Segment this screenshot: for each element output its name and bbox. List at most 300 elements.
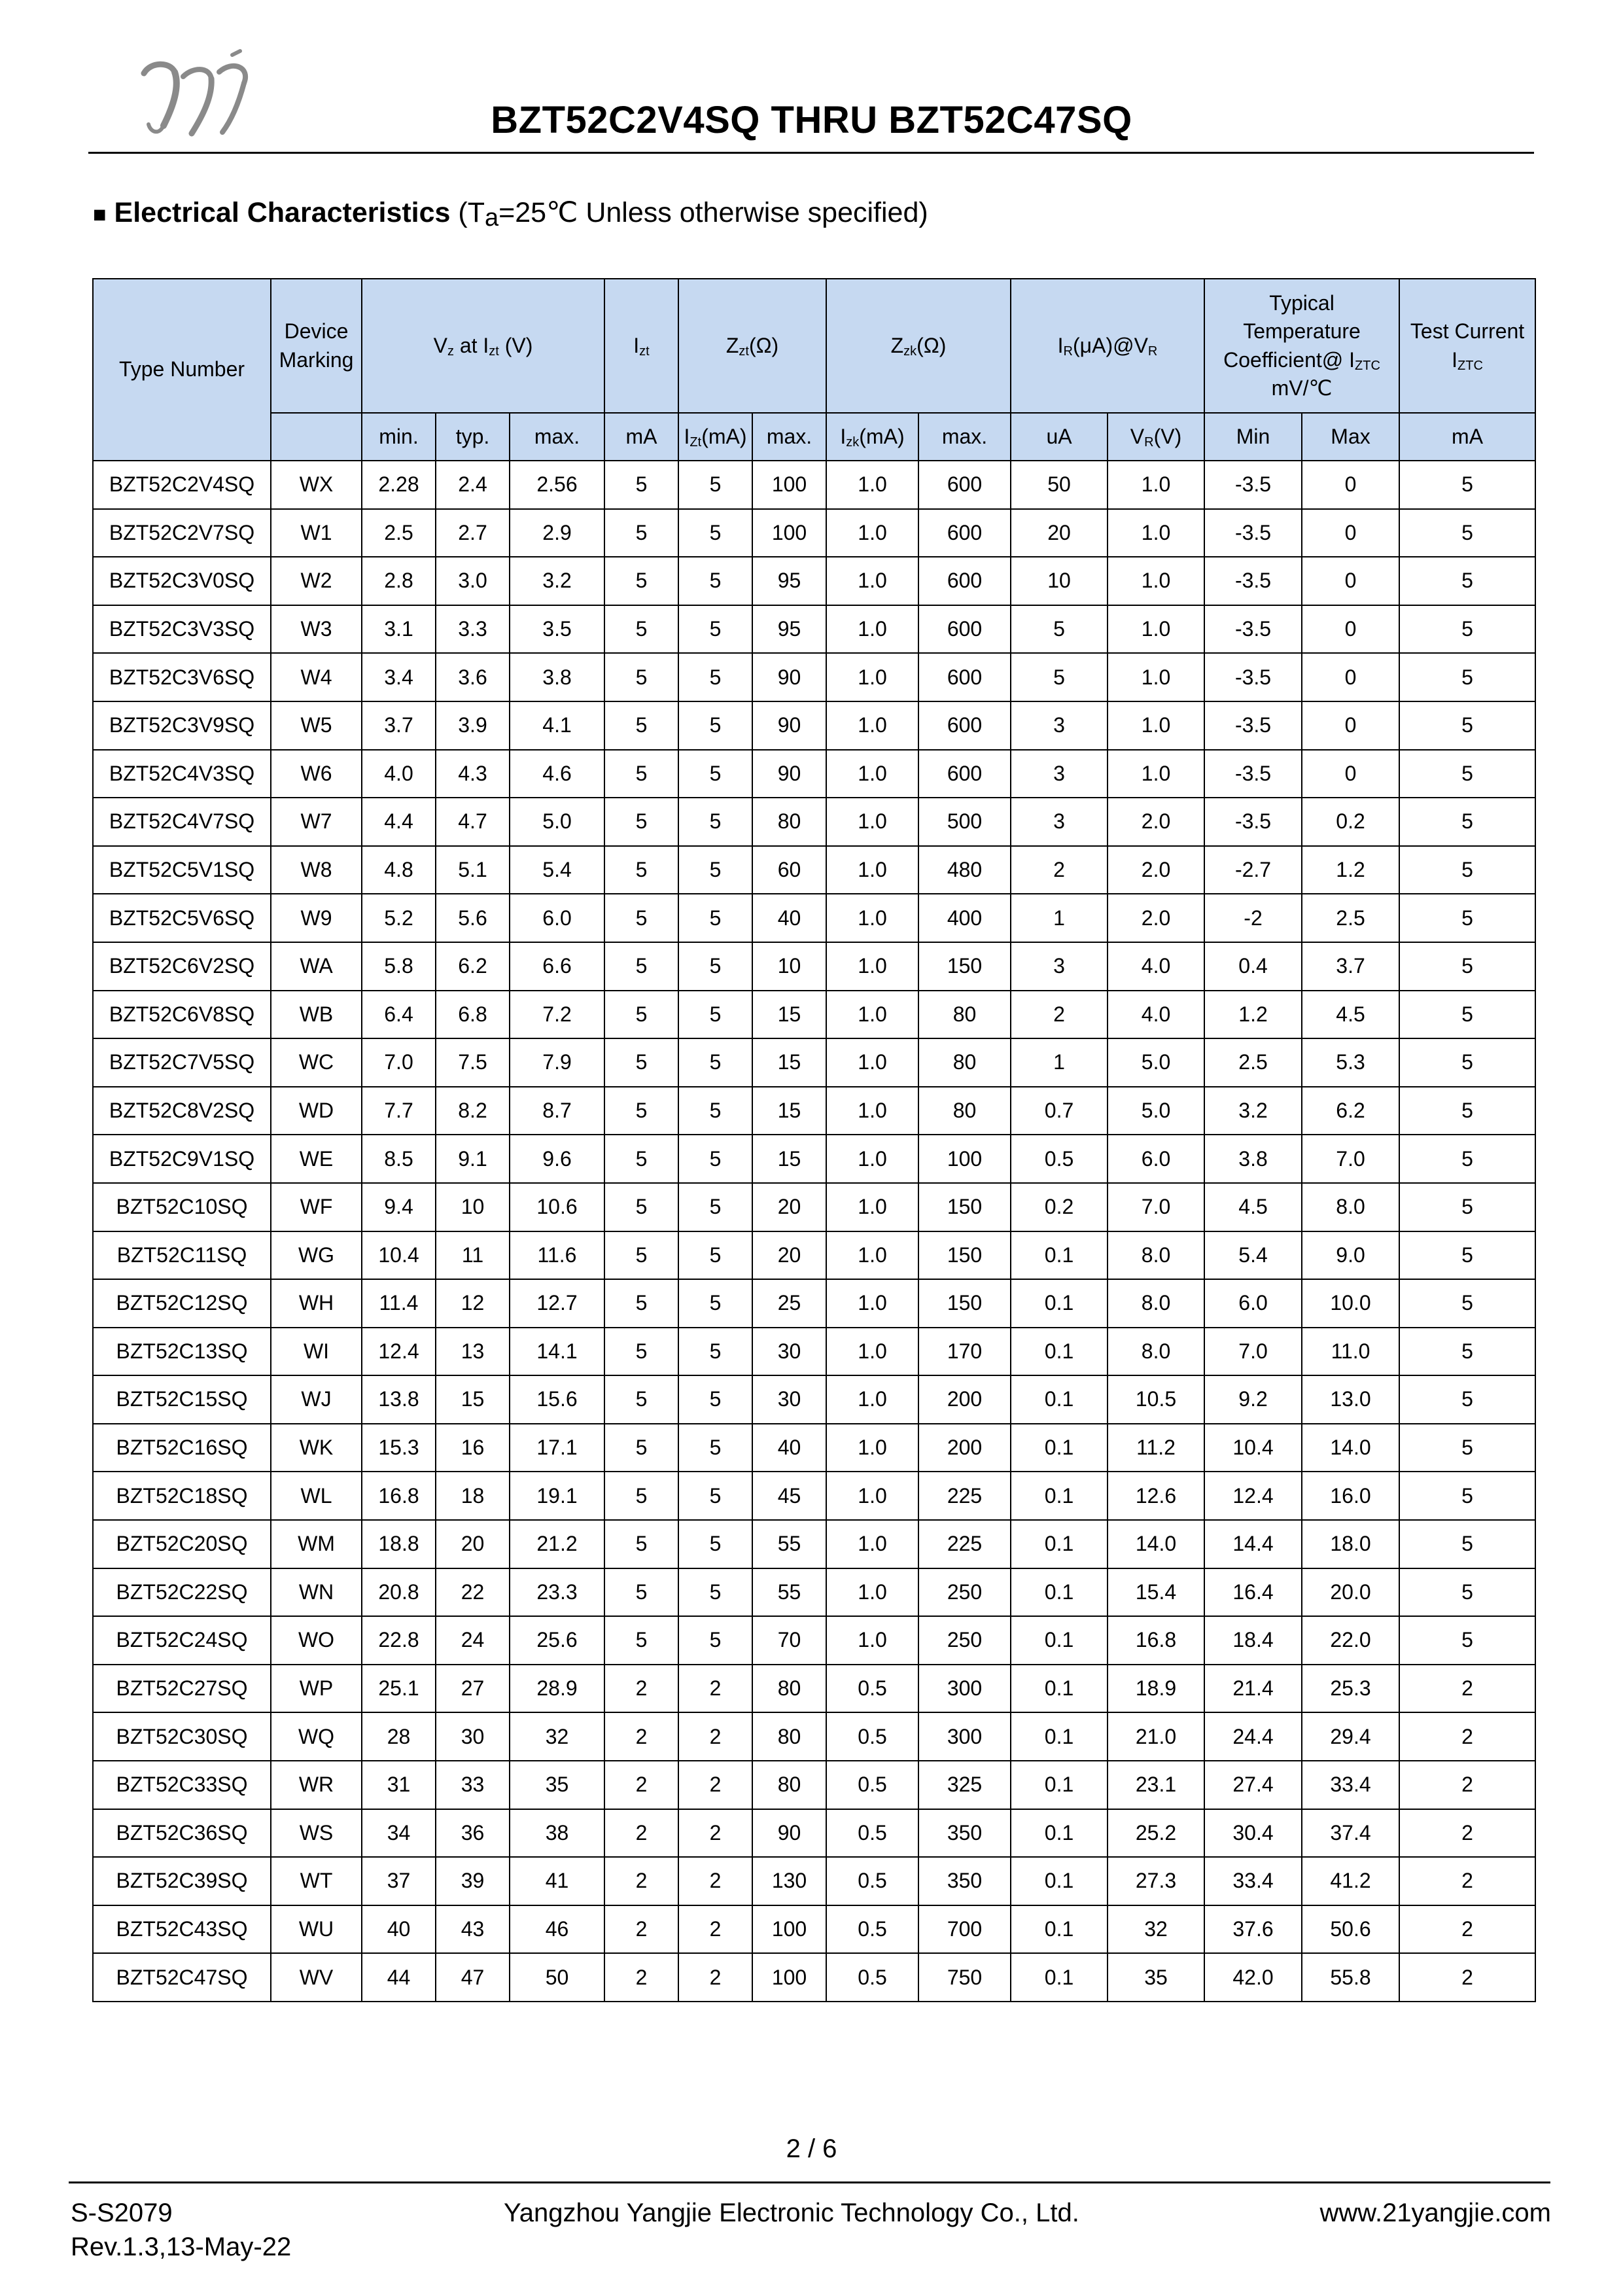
cell-tc-max: 0: [1302, 653, 1399, 701]
cell-type-number: BZT52C27SQ: [93, 1665, 271, 1713]
cell-vr: 1.0: [1108, 750, 1204, 798]
table-row: [93, 1279, 1535, 1328]
cell-zzk-max: 600: [918, 605, 1011, 654]
cell-tc-max: 22.0: [1302, 1616, 1399, 1665]
table-row: [93, 701, 1535, 750]
cell-device-marking: WK: [271, 1424, 362, 1472]
cell-ir: 3: [1011, 942, 1108, 991]
cell-itc: 5: [1399, 846, 1535, 894]
document-title: BZT52C2V4SQ THRU BZT52C47SQ: [491, 99, 1132, 141]
cell-vz-min: 20.8: [362, 1568, 436, 1617]
cell-vz-typ: 7.5: [436, 1038, 510, 1087]
cell-izt: 2: [604, 1857, 678, 1905]
cell-zzk-max: 200: [918, 1375, 1011, 1424]
cell-tc-min: 0.4: [1204, 942, 1302, 991]
cell-device-marking: WS: [271, 1809, 362, 1858]
cell-zzk-izk: 1.0: [826, 1568, 918, 1617]
cell-vr: 1.0: [1108, 509, 1204, 557]
cell-zzt-max: 15: [752, 1038, 826, 1087]
cell-vr: 1.0: [1108, 701, 1204, 750]
cell-type-number: BZT52C6V2SQ: [93, 942, 271, 991]
cell-type-number: BZT52C12SQ: [93, 1279, 271, 1328]
cell-vz-min: 6.4: [362, 991, 436, 1039]
cell-zzk-izk: 1.0: [826, 1616, 918, 1665]
cell-itc: 5: [1399, 1038, 1535, 1087]
cell-tc-min: -3.5: [1204, 750, 1302, 798]
cell-izt: 5: [604, 991, 678, 1039]
cell-zzk-izk: 1.0: [826, 701, 918, 750]
cell-type-number: BZT52C3V0SQ: [93, 557, 271, 605]
cell-vz-min: 25.1: [362, 1665, 436, 1713]
cell-izt: 5: [604, 509, 678, 557]
table-row: [93, 1809, 1535, 1858]
cell-itc: 5: [1399, 942, 1535, 991]
cell-vz-min: 16.8: [362, 1472, 436, 1520]
cell-zzk-max: 500: [918, 798, 1011, 846]
cell-ir: 0.1: [1011, 1665, 1108, 1713]
cell-zzt-izt: 2: [678, 1761, 752, 1809]
table-row: [93, 1183, 1535, 1231]
cell-ir: 0.1: [1011, 1279, 1108, 1328]
cell-vz-min: 37: [362, 1857, 436, 1905]
subheader-itc-unit: mA: [1399, 413, 1535, 461]
cell-ir: 0.1: [1011, 1520, 1108, 1568]
cell-ir: 0.1: [1011, 1809, 1108, 1858]
cell-zzk-izk: 1.0: [826, 1135, 918, 1183]
cell-vz-min: 3.7: [362, 701, 436, 750]
cell-vr: 15.4: [1108, 1568, 1204, 1617]
cell-zzk-max: 225: [918, 1472, 1011, 1520]
cell-zzk-max: 80: [918, 1087, 1011, 1135]
cell-vr: 2.0: [1108, 894, 1204, 942]
cell-tc-min: 9.2: [1204, 1375, 1302, 1424]
cell-vz-max: 3.8: [510, 653, 604, 701]
cell-zzt-max: 80: [752, 798, 826, 846]
cell-zzt-izt: 5: [678, 1375, 752, 1424]
cell-zzk-izk: 0.5: [826, 1809, 918, 1858]
cell-vr: 8.0: [1108, 1279, 1204, 1328]
header-test-current: Test Current $I_{ZTC}$: [1399, 279, 1535, 413]
cell-ir: 50: [1011, 461, 1108, 509]
cell-zzk-max: 80: [918, 1038, 1011, 1087]
cell-zzt-max: 40: [752, 1424, 826, 1472]
cell-zzt-izt: 5: [678, 750, 752, 798]
cell-zzt-izt: 5: [678, 1424, 752, 1472]
cell-vz-max: 23.3: [510, 1568, 604, 1617]
cell-vz-min: 4.4: [362, 798, 436, 846]
cell-zzt-max: 15: [752, 1135, 826, 1183]
cell-vz-typ: 22: [436, 1568, 510, 1617]
cell-vz-min: 31: [362, 1761, 436, 1809]
cell-vz-max: 14.1: [510, 1328, 604, 1376]
cell-vr: 5.0: [1108, 1038, 1204, 1087]
cell-tc-min: 12.4: [1204, 1472, 1302, 1520]
cell-tc-min: -3.5: [1204, 509, 1302, 557]
cell-izt: 5: [604, 942, 678, 991]
cell-vz-typ: 13: [436, 1328, 510, 1376]
cell-tc-min: -3.5: [1204, 798, 1302, 846]
cell-tc-min: 5.4: [1204, 1231, 1302, 1280]
cell-vz-typ: 5.6: [436, 894, 510, 942]
cell-itc: 2: [1399, 1905, 1535, 1954]
cell-izt: 5: [604, 1183, 678, 1231]
cell-ir: 0.1: [1011, 1616, 1108, 1665]
table-row: [93, 1375, 1535, 1424]
cell-tc-max: 10.0: [1302, 1279, 1399, 1328]
cell-tc-min: 21.4: [1204, 1665, 1302, 1713]
cell-vz-typ: 15: [436, 1375, 510, 1424]
cell-vz-typ: 30: [436, 1712, 510, 1761]
cell-itc: 5: [1399, 701, 1535, 750]
cell-vr: 21.0: [1108, 1712, 1204, 1761]
cell-zzt-izt: 5: [678, 1183, 752, 1231]
subheader-zzt-izt: $I_{Zt}(mA)$: [678, 413, 752, 461]
cell-ir: 20: [1011, 509, 1108, 557]
cell-tc-max: 18.0: [1302, 1520, 1399, 1568]
cell-vz-max: 11.6: [510, 1231, 604, 1280]
cell-vz-typ: 9.1: [436, 1135, 510, 1183]
header-divider: [88, 152, 1534, 154]
cell-vr: 6.0: [1108, 1135, 1204, 1183]
cell-zzk-izk: 1.0: [826, 1520, 918, 1568]
cell-tc-min: 24.4: [1204, 1712, 1302, 1761]
cell-vz-min: 5.2: [362, 894, 436, 942]
cell-vz-min: 44: [362, 1953, 436, 2002]
cell-vz-max: 35: [510, 1761, 604, 1809]
cell-izt: 2: [604, 1953, 678, 2002]
cell-zzt-izt: 5: [678, 846, 752, 894]
cell-vz-min: 3.1: [362, 605, 436, 654]
cell-itc: 5: [1399, 1520, 1535, 1568]
cell-izt: 5: [604, 1520, 678, 1568]
cell-vz-typ: 10: [436, 1183, 510, 1231]
cell-tc-min: 10.4: [1204, 1424, 1302, 1472]
cell-tc-min: 14.4: [1204, 1520, 1302, 1568]
cell-zzt-izt: 2: [678, 1665, 752, 1713]
cell-tc-min: 1.2: [1204, 991, 1302, 1039]
cell-itc: 2: [1399, 1712, 1535, 1761]
cell-zzk-izk: 0.5: [826, 1857, 918, 1905]
cell-zzt-izt: 5: [678, 509, 752, 557]
cell-itc: 2: [1399, 1761, 1535, 1809]
cell-device-marking: WV: [271, 1953, 362, 2002]
cell-ir: 5: [1011, 653, 1108, 701]
cell-vz-typ: 8.2: [436, 1087, 510, 1135]
cell-tc-max: 11.0: [1302, 1328, 1399, 1376]
cell-zzk-izk: 1.0: [826, 894, 918, 942]
cell-vz-typ: 18: [436, 1472, 510, 1520]
cell-vz-typ: 27: [436, 1665, 510, 1713]
cell-ir: 5: [1011, 605, 1108, 654]
cell-zzt-max: 80: [752, 1712, 826, 1761]
subheader-ir-unit: uA: [1011, 413, 1108, 461]
cell-zzk-izk: 1.0: [826, 991, 918, 1039]
cell-tc-min: 18.4: [1204, 1616, 1302, 1665]
table-row: [93, 846, 1535, 894]
cell-zzt-izt: 5: [678, 653, 752, 701]
cell-zzk-izk: 1.0: [826, 653, 918, 701]
cell-type-number: BZT52C6V8SQ: [93, 991, 271, 1039]
cell-type-number: BZT52C30SQ: [93, 1712, 271, 1761]
cell-zzt-max: 100: [752, 1953, 826, 2002]
cell-izt: 2: [604, 1809, 678, 1858]
cell-zzk-max: 170: [918, 1328, 1011, 1376]
cell-zzt-izt: 5: [678, 1328, 752, 1376]
cell-type-number: BZT52C2V4SQ: [93, 461, 271, 509]
table-row: [93, 1038, 1535, 1087]
cell-tc-min: 33.4: [1204, 1857, 1302, 1905]
cell-tc-min: -3.5: [1204, 461, 1302, 509]
table-row: [93, 1135, 1535, 1183]
cell-tc-max: 16.0: [1302, 1472, 1399, 1520]
cell-zzt-izt: 2: [678, 1953, 752, 2002]
cell-zzt-max: 100: [752, 509, 826, 557]
cell-vz-typ: 6.8: [436, 991, 510, 1039]
table-row: [93, 1568, 1535, 1617]
cell-vz-typ: 12: [436, 1279, 510, 1328]
cell-zzk-max: 150: [918, 1183, 1011, 1231]
cell-zzt-izt: 5: [678, 942, 752, 991]
cell-vz-typ: 47: [436, 1953, 510, 2002]
cell-ir: 3: [1011, 750, 1108, 798]
cell-tc-max: 0: [1302, 701, 1399, 750]
cell-izt: 5: [604, 605, 678, 654]
cell-zzt-max: 20: [752, 1231, 826, 1280]
cell-device-marking: W5: [271, 701, 362, 750]
cell-ir: 0.1: [1011, 1953, 1108, 2002]
cell-izt: 5: [604, 1375, 678, 1424]
table-row: [93, 991, 1535, 1039]
cell-tc-max: 29.4: [1302, 1712, 1399, 1761]
cell-zzk-izk: 1.0: [826, 461, 918, 509]
cell-itc: 5: [1399, 461, 1535, 509]
table-row: [93, 1953, 1535, 2002]
cell-tc-min: 27.4: [1204, 1761, 1302, 1809]
cell-vz-max: 8.7: [510, 1087, 604, 1135]
cell-vz-max: 4.1: [510, 701, 604, 750]
cell-vz-max: 5.4: [510, 846, 604, 894]
cell-zzt-max: 40: [752, 894, 826, 942]
cell-vr: 14.0: [1108, 1520, 1204, 1568]
cell-vz-max: 32: [510, 1712, 604, 1761]
cell-vz-max: 28.9: [510, 1665, 604, 1713]
cell-vz-min: 4.8: [362, 846, 436, 894]
cell-itc: 5: [1399, 1568, 1535, 1617]
cell-vz-typ: 33: [436, 1761, 510, 1809]
cell-device-marking: WN: [271, 1568, 362, 1617]
cell-vz-max: 15.6: [510, 1375, 604, 1424]
cell-zzk-max: 250: [918, 1616, 1011, 1665]
cell-ir: 0.1: [1011, 1231, 1108, 1280]
cell-vr: 8.0: [1108, 1328, 1204, 1376]
cell-zzt-izt: 5: [678, 1038, 752, 1087]
cell-zzk-max: 600: [918, 701, 1011, 750]
cell-device-marking: WE: [271, 1135, 362, 1183]
table-row: [93, 750, 1535, 798]
cell-zzk-max: 600: [918, 509, 1011, 557]
cell-tc-max: 37.4: [1302, 1809, 1399, 1858]
cell-zzk-izk: 1.0: [826, 798, 918, 846]
electrical-characteristics-table: [92, 278, 1536, 2002]
cell-izt: 5: [604, 1568, 678, 1617]
cell-vz-min: 3.4: [362, 653, 436, 701]
cell-type-number: BZT52C10SQ: [93, 1183, 271, 1231]
cell-zzk-max: 150: [918, 1231, 1011, 1280]
cell-vr: 16.8: [1108, 1616, 1204, 1665]
cell-tc-min: 3.2: [1204, 1087, 1302, 1135]
table-row: [93, 1087, 1535, 1135]
cell-type-number: BZT52C39SQ: [93, 1857, 271, 1905]
cell-zzt-izt: 5: [678, 798, 752, 846]
page-number: 2 / 6: [786, 2134, 837, 2163]
table-row: [93, 1424, 1535, 1472]
cell-zzk-max: 700: [918, 1905, 1011, 1954]
table-row: [93, 1520, 1535, 1568]
cell-itc: 5: [1399, 750, 1535, 798]
company-name: Yangzhou Yangjie Electronic Technology Co., Ltd.: [504, 2199, 1079, 2227]
subheader-zzk-max: max.: [918, 413, 1011, 461]
cell-vz-max: 41: [510, 1857, 604, 1905]
cell-device-marking: WH: [271, 1279, 362, 1328]
cell-vz-typ: 16: [436, 1424, 510, 1472]
cell-vz-min: 5.8: [362, 942, 436, 991]
cell-zzk-izk: 1.0: [826, 509, 918, 557]
cell-vz-typ: 3.0: [436, 557, 510, 605]
cell-zzt-max: 45: [752, 1472, 826, 1520]
cell-ir: 0.7: [1011, 1087, 1108, 1135]
cell-zzt-max: 30: [752, 1328, 826, 1376]
cell-vr: 2.0: [1108, 846, 1204, 894]
cell-tc-max: 55.8: [1302, 1953, 1399, 2002]
cell-zzt-max: 55: [752, 1568, 826, 1617]
cell-zzk-izk: 1.0: [826, 1375, 918, 1424]
cell-izt: 2: [604, 1712, 678, 1761]
cell-itc: 5: [1399, 1087, 1535, 1135]
cell-vz-max: 2.9: [510, 509, 604, 557]
document-code: S-S2079: [71, 2199, 173, 2227]
cell-tc-min: 30.4: [1204, 1809, 1302, 1858]
website-link[interactable]: www.21yangjie.com: [1319, 2199, 1551, 2227]
cell-device-marking: WU: [271, 1905, 362, 1954]
cell-itc: 5: [1399, 894, 1535, 942]
cell-tc-max: 41.2: [1302, 1857, 1399, 1905]
cell-izt: 2: [604, 1761, 678, 1809]
table-row: [93, 1328, 1535, 1376]
table-row: [93, 798, 1535, 846]
cell-itc: 5: [1399, 798, 1535, 846]
cell-type-number: BZT52C15SQ: [93, 1375, 271, 1424]
cell-vz-max: 12.7: [510, 1279, 604, 1328]
cell-tc-min: 7.0: [1204, 1328, 1302, 1376]
cell-type-number: BZT52C4V3SQ: [93, 750, 271, 798]
cell-zzk-max: 150: [918, 1279, 1011, 1328]
table-row: [93, 605, 1535, 654]
cell-itc: 5: [1399, 1279, 1535, 1328]
cell-vz-max: 6.6: [510, 942, 604, 991]
cell-tc-max: 7.0: [1302, 1135, 1399, 1183]
cell-zzk-max: 600: [918, 557, 1011, 605]
cell-tc-min: 3.8: [1204, 1135, 1302, 1183]
cell-zzt-max: 95: [752, 557, 826, 605]
cell-zzk-max: 750: [918, 1953, 1011, 2002]
cell-tc-max: 0: [1302, 461, 1399, 509]
cell-zzk-max: 300: [918, 1712, 1011, 1761]
cell-vz-max: 10.6: [510, 1183, 604, 1231]
cell-type-number: BZT52C3V3SQ: [93, 605, 271, 654]
cell-tc-max: 0: [1302, 750, 1399, 798]
cell-vr: 1.0: [1108, 461, 1204, 509]
cell-zzt-izt: 5: [678, 1616, 752, 1665]
cell-type-number: BZT52C11SQ: [93, 1231, 271, 1280]
cell-zzk-max: 200: [918, 1424, 1011, 1472]
cell-zzt-max: 70: [752, 1616, 826, 1665]
section-note: (Ta=25℃ Unless otherwise specified): [450, 197, 928, 232]
cell-vr: 1.0: [1108, 653, 1204, 701]
cell-vz-typ: 2.7: [436, 509, 510, 557]
cell-vz-typ: 6.2: [436, 942, 510, 991]
cell-device-marking: W1: [271, 509, 362, 557]
cell-vr: 35: [1108, 1953, 1204, 2002]
footer-divider: [69, 2181, 1550, 2183]
cell-vz-max: 19.1: [510, 1472, 604, 1520]
cell-izt: 5: [604, 1279, 678, 1328]
cell-tc-min: -2: [1204, 894, 1302, 942]
cell-vz-max: 3.5: [510, 605, 604, 654]
cell-vz-min: 8.5: [362, 1135, 436, 1183]
cell-tc-max: 20.0: [1302, 1568, 1399, 1617]
cell-tc-min: 16.4: [1204, 1568, 1302, 1617]
cell-ir: 0.5: [1011, 1135, 1108, 1183]
header-zzk: $Z_{zk}(\Omega)$: [826, 279, 1011, 413]
cell-zzk-izk: 1.0: [826, 846, 918, 894]
cell-izt: 5: [604, 1087, 678, 1135]
cell-vz-max: 2.56: [510, 461, 604, 509]
cell-ir: 0.1: [1011, 1424, 1108, 1472]
cell-type-number: BZT52C5V1SQ: [93, 846, 271, 894]
cell-ir: 2: [1011, 991, 1108, 1039]
cell-zzk-izk: 1.0: [826, 1231, 918, 1280]
cell-vr: 2.0: [1108, 798, 1204, 846]
cell-device-marking: W8: [271, 846, 362, 894]
cell-vz-max: 25.6: [510, 1616, 604, 1665]
cell-vz-min: 9.4: [362, 1183, 436, 1231]
cell-ir: 0.2: [1011, 1183, 1108, 1231]
subheader-zzt-max: max.: [752, 413, 826, 461]
subheader-vz-min: min.: [362, 413, 436, 461]
cell-vz-min: 7.7: [362, 1087, 436, 1135]
cell-type-number: BZT52C5V6SQ: [93, 894, 271, 942]
cell-zzt-izt: 5: [678, 1568, 752, 1617]
cell-ir: 0.1: [1011, 1857, 1108, 1905]
cell-zzk-max: 350: [918, 1857, 1011, 1905]
cell-zzk-max: 250: [918, 1568, 1011, 1617]
cell-vz-min: 13.8: [362, 1375, 436, 1424]
cell-zzk-izk: 1.0: [826, 557, 918, 605]
cell-zzt-max: 20: [752, 1183, 826, 1231]
table-row: [93, 942, 1535, 991]
cell-vr: 12.6: [1108, 1472, 1204, 1520]
cell-device-marking: WG: [271, 1231, 362, 1280]
cell-device-marking: WL: [271, 1472, 362, 1520]
cell-ir: 0.1: [1011, 1761, 1108, 1809]
cell-type-number: BZT52C3V9SQ: [93, 701, 271, 750]
cell-zzt-max: 10: [752, 942, 826, 991]
cell-tc-min: 37.6: [1204, 1905, 1302, 1954]
cell-vr: 10.5: [1108, 1375, 1204, 1424]
cell-type-number: BZT52C24SQ: [93, 1616, 271, 1665]
cell-zzk-izk: 1.0: [826, 1424, 918, 1472]
cell-izt: 5: [604, 653, 678, 701]
